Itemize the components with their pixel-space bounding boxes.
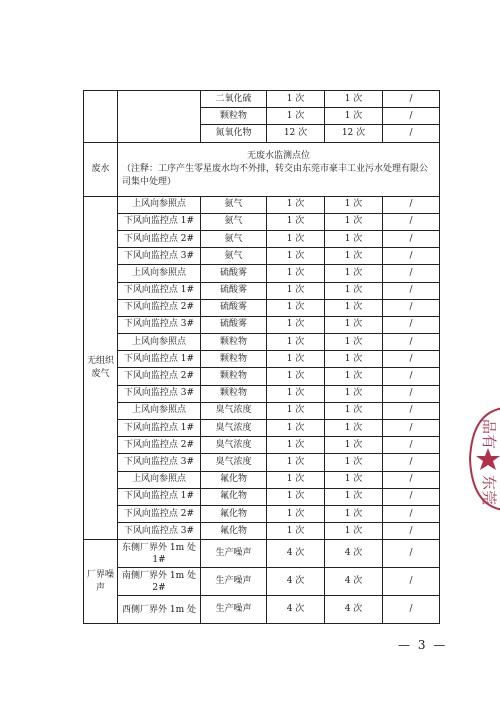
freq1-cell: 1 次	[267, 523, 325, 540]
freq2-cell: 1 次	[325, 265, 383, 282]
point-cell: 南侧厂界外 1m 处 2#	[118, 568, 201, 596]
noise-section	[84, 540, 440, 624]
freq2-cell: 1 次	[325, 437, 383, 454]
freq2-cell: 1 次	[325, 230, 383, 247]
table-row	[84, 385, 440, 402]
table-row	[84, 334, 440, 351]
point-cell: 下风向监控点 2#	[118, 299, 201, 316]
freq1-cell: 1 次	[267, 488, 325, 505]
freq1-cell: 1 次	[267, 196, 325, 213]
freq1-cell: 1 次	[267, 471, 325, 488]
freq1-cell: 1 次	[267, 299, 325, 316]
item-cell: 臭气浓度	[201, 454, 267, 471]
table-row	[84, 596, 440, 624]
item-cell: 氟化物	[201, 488, 267, 505]
freq1-cell: 1 次	[267, 265, 325, 282]
freq1-cell: 1 次	[267, 351, 325, 368]
table-row	[84, 230, 440, 247]
note-cell: /	[383, 596, 440, 624]
table-row	[84, 568, 440, 596]
item-cell: 颗粒物	[201, 385, 267, 402]
freq2-cell: 1 次	[325, 368, 383, 385]
item-cell: 氟化物	[201, 505, 267, 522]
table-row	[84, 351, 440, 368]
note-cell: /	[383, 385, 440, 402]
note-cell: /	[383, 196, 440, 213]
note-cell: /	[383, 402, 440, 419]
point-cell: 上风向参照点	[118, 334, 201, 351]
item-cell: 臭气浓度	[201, 420, 267, 437]
note-cell: /	[383, 368, 440, 385]
point-cell-top	[118, 91, 201, 143]
item-cell: 氨气	[201, 196, 267, 213]
item-cell: 生产噪声	[201, 540, 267, 568]
point-cell: 下风向监控点 3#	[118, 385, 201, 402]
freq1-cell: 1 次	[267, 454, 325, 471]
freq2-cell: 1 次	[325, 213, 383, 230]
point-cell: 下风向监控点 3#	[118, 316, 201, 333]
table-row	[84, 471, 440, 488]
note-cell: /	[383, 230, 440, 247]
freq2-cell: 1 次	[325, 108, 383, 125]
note-cell: /	[383, 213, 440, 230]
item-cell: 二氧化硫	[201, 91, 267, 108]
table-row	[84, 523, 440, 540]
item-cell: 颗粒物	[201, 108, 267, 125]
point-cell: 下风向监控点 2#	[118, 437, 201, 454]
svg-text:品有: 品有	[480, 418, 498, 450]
note-cell: /	[383, 316, 440, 333]
freq2-cell: 1 次	[325, 385, 383, 402]
table-row	[84, 368, 440, 385]
freq1-cell: 4 次	[267, 540, 325, 568]
wastewater-note	[118, 142, 440, 196]
item-cell: 臭气浓度	[201, 402, 267, 419]
item-cell: 氨气	[201, 230, 267, 247]
point-cell: 上风向参照点	[118, 265, 201, 282]
note-cell: /	[383, 282, 440, 299]
freq1-cell: 12 次	[267, 125, 325, 142]
note-cell: /	[383, 334, 440, 351]
table-row	[84, 437, 440, 454]
seal-stamp-icon	[458, 404, 500, 514]
note-cell: /	[383, 299, 440, 316]
item-cell: 氟化物	[201, 471, 267, 488]
note-cell: /	[383, 471, 440, 488]
freq2-cell: 4 次	[325, 568, 383, 596]
freq2-cell: 1 次	[325, 505, 383, 522]
wastewater-note-title: 无废水监测点位	[246, 150, 310, 161]
table-row	[84, 420, 440, 437]
freq1-cell: 1 次	[267, 91, 325, 108]
freq1-cell: 1 次	[267, 334, 325, 351]
table-row	[84, 540, 440, 568]
freq2-cell: 1 次	[325, 91, 383, 108]
freq2-cell: 1 次	[325, 351, 383, 368]
table-row	[84, 265, 440, 282]
freq1-cell: 1 次	[267, 282, 325, 299]
table-row	[84, 91, 440, 108]
freq1-cell: 4 次	[267, 596, 325, 624]
table-row	[84, 402, 440, 419]
note-cell: /	[383, 523, 440, 540]
point-cell: 下风向监控点 3#	[118, 523, 201, 540]
table-row	[84, 142, 440, 196]
freq2-cell: 1 次	[325, 488, 383, 505]
freq1-cell: 1 次	[267, 437, 325, 454]
note-cell: /	[383, 540, 440, 568]
freq2-cell: 12 次	[325, 125, 383, 142]
item-cell: 生产噪声	[201, 568, 267, 596]
freq2-cell: 1 次	[325, 248, 383, 265]
table-row	[84, 316, 440, 333]
freq2-cell: 1 次	[325, 299, 383, 316]
note-cell: /	[383, 265, 440, 282]
freq2-cell: 4 次	[325, 540, 383, 568]
item-cell: 氨气	[201, 213, 267, 230]
category-fugitive	[84, 196, 118, 540]
item-cell: 臭气浓度	[201, 437, 267, 454]
note-cell: /	[383, 248, 440, 265]
freq1-cell: 1 次	[267, 316, 325, 333]
point-cell: 西侧厂界外 1m 处	[118, 596, 201, 624]
point-cell: 下风向监控点 3#	[118, 454, 201, 471]
note-cell: /	[383, 125, 440, 142]
item-cell: 氟化物	[201, 523, 267, 540]
page-number: — 3 —	[398, 638, 448, 652]
table-row	[84, 488, 440, 505]
note-cell: /	[383, 488, 440, 505]
monitoring-table	[83, 90, 440, 624]
note-cell: /	[383, 437, 440, 454]
table-row	[84, 454, 440, 471]
note-cell: /	[383, 420, 440, 437]
point-cell: 下风向监控点 1#	[118, 488, 201, 505]
point-cell: 上风向参照点	[118, 471, 201, 488]
point-cell: 上风向参照点	[118, 196, 201, 213]
item-cell: 颗粒物	[201, 368, 267, 385]
freq2-cell: 1 次	[325, 282, 383, 299]
category-line: 声	[95, 582, 105, 593]
note-cell: /	[383, 91, 440, 108]
point-cell: 下风向监控点 2#	[118, 505, 201, 522]
freq2-cell: 1 次	[325, 334, 383, 351]
note-cell: /	[383, 568, 440, 596]
point-cell: 下风向监控点 3#	[118, 248, 201, 265]
point-cell: 下风向监控点 2#	[118, 230, 201, 247]
freq2-cell: 1 次	[325, 402, 383, 419]
point-cell: 下风向监控点 2#	[118, 368, 201, 385]
freq1-cell: 1 次	[267, 108, 325, 125]
point-cell: 下风向监控点 1#	[118, 213, 201, 230]
category-line: 无组织	[86, 355, 114, 366]
item-cell: 颗粒物	[201, 334, 267, 351]
point-cell: 下风向监控点 1#	[118, 282, 201, 299]
item-cell: 硫酸雾	[201, 282, 267, 299]
wastewater-note-body: （注释：工序产生零星废水均不外排，转交由东莞市豪丰工业污水处理有限公司集中处理）	[122, 163, 429, 187]
item-cell: 硫酸雾	[201, 299, 267, 316]
freq1-cell: 1 次	[267, 420, 325, 437]
point-cell: 下风向监控点 1#	[118, 420, 201, 437]
note-cell: /	[383, 108, 440, 125]
point-cell: 东侧厂界外 1m 处 1#	[118, 540, 201, 568]
freq1-cell: 1 次	[267, 505, 325, 522]
note-cell: /	[383, 351, 440, 368]
table-row	[84, 299, 440, 316]
note-cell: /	[383, 454, 440, 471]
item-cell: 颗粒物	[201, 351, 267, 368]
freq1-cell: 1 次	[267, 213, 325, 230]
item-cell: 生产噪声	[201, 596, 267, 624]
freq2-cell: 1 次	[325, 316, 383, 333]
freq2-cell: 1 次	[325, 523, 383, 540]
freq2-cell: 1 次	[325, 454, 383, 471]
freq1-cell: 1 次	[267, 402, 325, 419]
freq1-cell: 1 次	[267, 230, 325, 247]
freq2-cell: 1 次	[325, 420, 383, 437]
freq2-cell: 1 次	[325, 196, 383, 213]
freq1-cell: 1 次	[267, 248, 325, 265]
category-wastewater: 废水	[84, 142, 118, 196]
table-row	[84, 248, 440, 265]
item-cell: 氮氧化物	[201, 125, 267, 142]
table-row	[84, 213, 440, 230]
table-row	[84, 505, 440, 522]
freq1-cell: 1 次	[267, 385, 325, 402]
note-cell: /	[383, 505, 440, 522]
freq2-cell: 1 次	[325, 471, 383, 488]
point-cell: 下风向监控点 1#	[118, 351, 201, 368]
freq2-cell: 4 次	[325, 596, 383, 624]
freq1-cell: 1 次	[267, 368, 325, 385]
freq1-cell: 4 次	[267, 568, 325, 596]
fugitive-section	[84, 196, 440, 540]
item-cell: 硫酸雾	[201, 316, 267, 333]
category-noise	[84, 540, 118, 624]
point-cell: 上风向参照点	[118, 402, 201, 419]
item-cell: 硫酸雾	[201, 265, 267, 282]
item-cell: 氨气	[201, 248, 267, 265]
table-row	[84, 196, 440, 213]
category-cell-top	[84, 91, 118, 143]
svg-text:东莞: 东莞	[480, 474, 498, 506]
category-line: 厂界噪	[86, 569, 114, 580]
table-row	[84, 282, 440, 299]
category-line: 废气	[91, 368, 110, 379]
